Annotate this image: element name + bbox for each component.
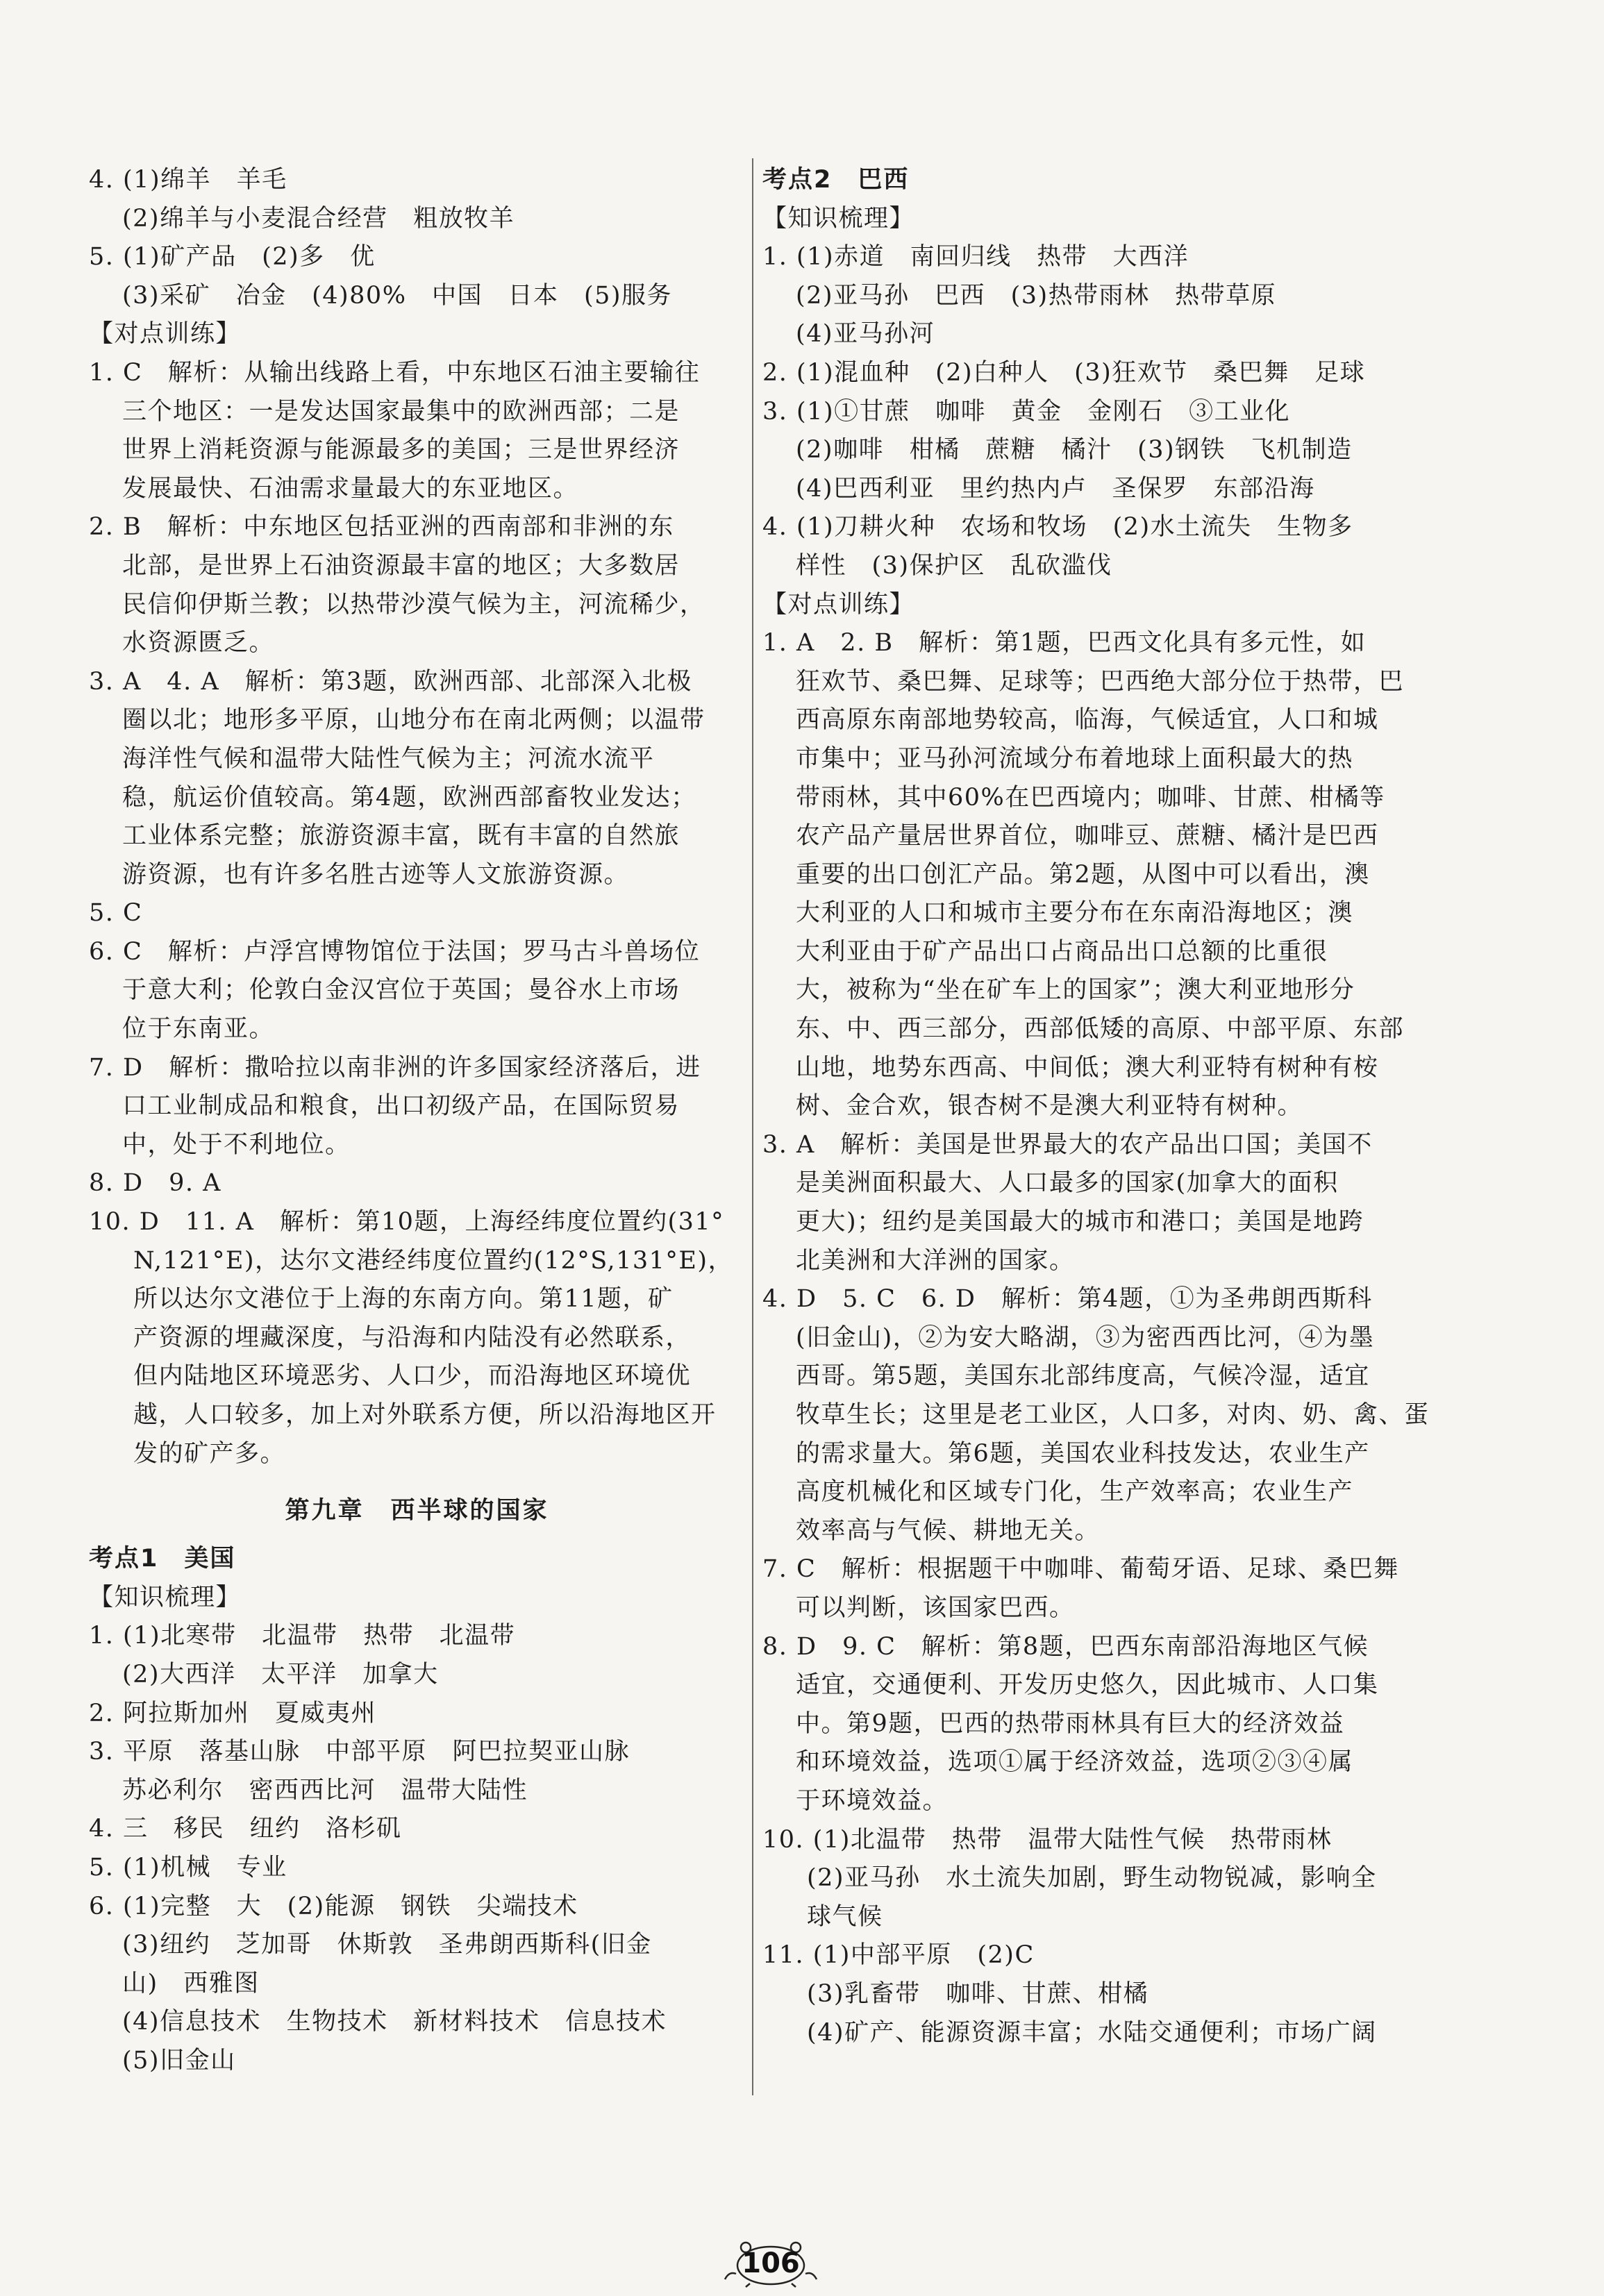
answer-line: 牧草生长；这里是老工业区，人口多，对肉、奶、禽、蛋 bbox=[796, 1401, 1430, 1429]
answer-line: 树、金合欢，银杏树不是澳大利亚特有树种。 bbox=[796, 1092, 1303, 1121]
answer-line: 位于东南亚。 bbox=[122, 1015, 275, 1044]
answer-line: 圈以北；地形多平原，山地分布在南北两侧；以温带 bbox=[122, 706, 705, 735]
answer-line: 西哥。第5题，美国东北部纬度高，气候冷湿，适宜 bbox=[796, 1362, 1370, 1391]
answer-line: 效率高与气候、耕地无关。 bbox=[796, 1516, 1101, 1545]
answer-line: (4)信息技术 生物技术 新材料技术 信息技术 bbox=[122, 2008, 667, 2036]
section-title: 考点2 巴西 bbox=[762, 166, 910, 194]
answer-line: 4. 三 移民 纽约 洛杉矶 bbox=[89, 1815, 402, 1843]
right-column bbox=[762, 161, 1457, 2052]
answer-line: 大利亚由于矿产品出口占商品出口总额的比重很 bbox=[796, 937, 1328, 966]
answer-line: 是美洲面积最大、人口最多的国家(加拿大的面积 bbox=[796, 1169, 1339, 1198]
answer-line: 8. D 9. A bbox=[89, 1169, 222, 1198]
answer-line: 世界上消耗资源与能源最多的美国；三是世界经济 bbox=[122, 436, 680, 464]
answer-line: 重要的出口创汇产品。第2题，从图中可以看出，澳 bbox=[796, 860, 1370, 889]
answer-line: 于意大利；伦敦白金汉宫位于英国；曼谷水上市场 bbox=[122, 976, 680, 1005]
answer-line: (3)采矿 冶金 (4)80% 中国 日本 (5)服务 bbox=[122, 281, 673, 310]
answer-line: 中。第9题，巴西的热带雨林具有巨大的经济效益 bbox=[796, 1709, 1345, 1738]
answer-line: 中，处于不利地位。 bbox=[122, 1130, 351, 1159]
subsection-heading: 【知识梳理】 bbox=[89, 1583, 242, 1611]
answer-line: 4. (1)绵羊 羊毛 bbox=[89, 166, 287, 194]
answer-line: 6. C 解析：卢浮宫博物馆位于法国；罗马古斗兽场位 bbox=[89, 937, 701, 966]
answer-line: 5. C bbox=[89, 899, 143, 928]
answer-line: (2)绵羊与小麦混合经营 粗放牧羊 bbox=[122, 204, 515, 233]
answer-line: 适宜，交通便利、开发历史悠久，因此城市、人口集 bbox=[796, 1671, 1379, 1700]
answer-line: (2)亚马孙 巴西 (3)热带雨林 热带草原 bbox=[796, 281, 1277, 310]
answer-line: 2. (1)混血种 (2)白种人 (3)狂欢节 桑巴舞 足球 bbox=[762, 358, 1366, 387]
answer-line: 更大)；纽约是美国最大的城市和港口；美国是地跨 bbox=[796, 1208, 1364, 1237]
answer-line: (5)旧金山 bbox=[122, 2046, 236, 2075]
answer-line: 发展最快、石油需求量最大的东亚地区。 bbox=[122, 474, 579, 503]
answer-line: 于环境效益。 bbox=[796, 1786, 949, 1815]
answer-line: 样性 (3)保护区 乱砍滥伐 bbox=[796, 551, 1112, 580]
subsection-heading: 【对点训练】 bbox=[89, 320, 242, 349]
answer-line: 农产品产量居世界首位，咖啡豆、蔗糖、橘汁是巴西 bbox=[796, 822, 1379, 850]
answer-line: 1. C 解析：从输出线路上看，中东地区石油主要输往 bbox=[89, 358, 701, 387]
answer-line: 发的矿产多。 bbox=[133, 1439, 286, 1468]
answer-line: 游资源，也有许多名胜古迹等人文旅游资源。 bbox=[122, 860, 630, 889]
answer-line: 带雨林，其中60%在巴西境内；咖啡、甘蔗、柑橘等 bbox=[796, 783, 1385, 812]
answer-line: (3)纽约 芝加哥 休斯敦 圣弗朗西斯科(旧金 bbox=[122, 1931, 652, 1959]
answer-line: 水资源匮乏。 bbox=[122, 629, 275, 657]
answer-line: 山) 西雅图 bbox=[122, 1969, 260, 1997]
answer-line: 高度机械化和区域专门化，生产效率高；农业生产 bbox=[796, 1478, 1354, 1507]
section-title: 考点1 美国 bbox=[89, 1545, 236, 1573]
subsection-heading: 【知识梳理】 bbox=[762, 204, 915, 233]
answer-line: 7. D 解析：撒哈拉以南非洲的许多国家经济落后，进 bbox=[89, 1053, 701, 1082]
answer-line: 球气候 bbox=[807, 1902, 883, 1931]
answer-line: 大利亚的人口和城市主要分布在东南沿海地区；澳 bbox=[796, 899, 1354, 928]
answer-line: 和环境效益，选项①属于经济效益，选项②③④属 bbox=[796, 1748, 1354, 1777]
answer-line: 3. A 4. A 解析：第3题，欧洲西部、北部深入北极 bbox=[89, 667, 692, 696]
answer-line: 产资源的埋藏深度，与沿海和内陆没有必然联系， bbox=[133, 1323, 692, 1352]
answer-line: 西高原东南部地势较高，临海，气候适宜，人口和城 bbox=[796, 706, 1379, 735]
answer-line: 5. (1)机械 专业 bbox=[89, 1853, 287, 1882]
answer-line: (4)矿产、能源资源丰富；水陆交通便利；市场广阔 bbox=[807, 2018, 1377, 2047]
answer-line: 北美洲和大洋洲的国家。 bbox=[796, 1246, 1075, 1275]
answer-line: 越，人口较多，加上对外联系方便，所以沿海地区开 bbox=[133, 1401, 717, 1429]
chapter-title: 第九章 西半球的国家 bbox=[285, 1497, 549, 1525]
answer-line: 山地，地势东西高、中间低；澳大利亚特有树种有桉 bbox=[796, 1053, 1379, 1082]
page-number-badge bbox=[715, 2239, 826, 2288]
answer-line: 的需求量大。第6题，美国农业科技发达，农业生产 bbox=[796, 1439, 1370, 1468]
answer-line: 4. D 5. C 6. D 解析：第4题，①为圣弗朗西斯科 bbox=[762, 1285, 1373, 1314]
answer-line: 10. D 11. A 解析：第10题，上海经纬度位置约(31° bbox=[89, 1208, 725, 1237]
answer-line: 工业体系完整；旅游资源丰富，既有丰富的自然旅 bbox=[122, 822, 680, 850]
answer-line: 民信仰伊斯兰教；以热带沙漠气候为主，河流稀少， bbox=[122, 590, 705, 619]
answer-line: 口工业制成品和粮食，出口初级产品，在国际贸易 bbox=[122, 1092, 680, 1121]
answer-line: 8. D 9. C 解析：第8题，巴西东南部沿海地区气候 bbox=[762, 1632, 1369, 1661]
subsection-heading: 【对点训练】 bbox=[762, 590, 915, 619]
answer-line: 2. 阿拉斯加州 夏威夷州 bbox=[89, 1699, 377, 1727]
answer-line: 1. (1)赤道 南回归线 热带 大西洋 bbox=[762, 243, 1189, 271]
answer-line: 5. (1)矿产品 (2)多 优 bbox=[89, 243, 376, 271]
answer-line: 所以达尔文港位于上海的东南方向。第11题，矿 bbox=[133, 1285, 674, 1314]
answer-line: 7. C 解析：根据题干中咖啡、葡萄牙语、足球、桑巴舞 bbox=[762, 1555, 1399, 1584]
answer-line: 6. (1)完整 大 (2)能源 钢铁 尖端技术 bbox=[89, 1892, 578, 1920]
answer-line: 苏必利尔 密西西比河 温带大陆性 bbox=[122, 1776, 528, 1804]
answer-line: 狂欢节、桑巴舞、足球等；巴西绝大部分位于热带，巴 bbox=[796, 667, 1405, 696]
answer-line: 1. (1)北寒带 北温带 热带 北温带 bbox=[89, 1622, 516, 1650]
answer-line: 大，被称为“坐在矿车上的国家”；澳大利亚地形分 bbox=[796, 976, 1355, 1005]
answer-line: 稳，航运价值较高。第4题，欧洲西部畜牧业发达； bbox=[122, 783, 696, 812]
answer-line: 海洋性气候和温带大陆性气候为主；河流水流平 bbox=[122, 744, 655, 773]
answer-line: (4)亚马孙河 bbox=[796, 320, 935, 349]
answer-line: (4)巴西利亚 里约热内卢 圣保罗 东部沿海 bbox=[796, 474, 1315, 503]
answer-line: 可以判断，该国家巴西。 bbox=[796, 1593, 1075, 1622]
answer-line: 3. A 解析：美国是世界最大的农产品出口国；美国不 bbox=[762, 1130, 1373, 1159]
answer-line: 北部，是世界上石油资源最丰富的地区；大多数居 bbox=[122, 551, 680, 580]
answer-line: 3. 平原 落基山脉 中部平原 阿巴拉契亚山脉 bbox=[89, 1738, 630, 1766]
column-divider bbox=[752, 158, 753, 2095]
answer-line: (2)咖啡 柑橘 蔗糖 橘汁 (3)钢铁 飞机制造 bbox=[796, 436, 1353, 464]
answer-line: 但内陆地区环境恶劣、人口少，而沿海地区环境优 bbox=[133, 1362, 692, 1391]
answer-line: 1. A 2. B 解析：第1题，巴西文化具有多元性，如 bbox=[762, 629, 1367, 657]
answer-line: 4. (1)刀耕火种 农场和牧场 (2)水土流失 生物多 bbox=[762, 513, 1353, 542]
answer-line: 三个地区：一是发达国家最集中的欧洲西部；二是 bbox=[122, 397, 680, 426]
page-number: 106 bbox=[742, 2247, 800, 2279]
answer-line: 10. (1)北温带 热带 温带大陆性气候 热带雨林 bbox=[762, 1825, 1333, 1854]
answer-line: 11. (1)中部平原 (2)C bbox=[762, 1941, 1035, 1970]
answer-line: (2)亚马孙 水土流失加剧，野生动物锐减，影响全 bbox=[807, 1864, 1377, 1893]
left-column bbox=[89, 161, 745, 2081]
answer-line: N,121°E)，达尔文港经纬度位置约(12°S,131°E)， bbox=[133, 1246, 734, 1275]
answer-line: 2. B 解析：中东地区包括亚洲的西南部和非洲的东 bbox=[89, 513, 674, 542]
answer-line: (2)大西洋 太平洋 加拿大 bbox=[122, 1660, 439, 1689]
answer-line: (旧金山)，②为安大略湖，③为密西西比河，④为墨 bbox=[796, 1323, 1375, 1352]
answer-line: 市集中；亚马孙河流域分布着地球上面积最大的热 bbox=[796, 744, 1354, 773]
answer-line: 3. (1)①甘蔗 咖啡 黄金 金刚石 ③工业化 bbox=[762, 397, 1291, 426]
answer-line: (3)乳畜带 咖啡、甘蔗、柑橘 bbox=[807, 1979, 1149, 2008]
answer-line: 东、中、西三部分，西部低矮的高原、中部平原、东部 bbox=[796, 1015, 1405, 1044]
